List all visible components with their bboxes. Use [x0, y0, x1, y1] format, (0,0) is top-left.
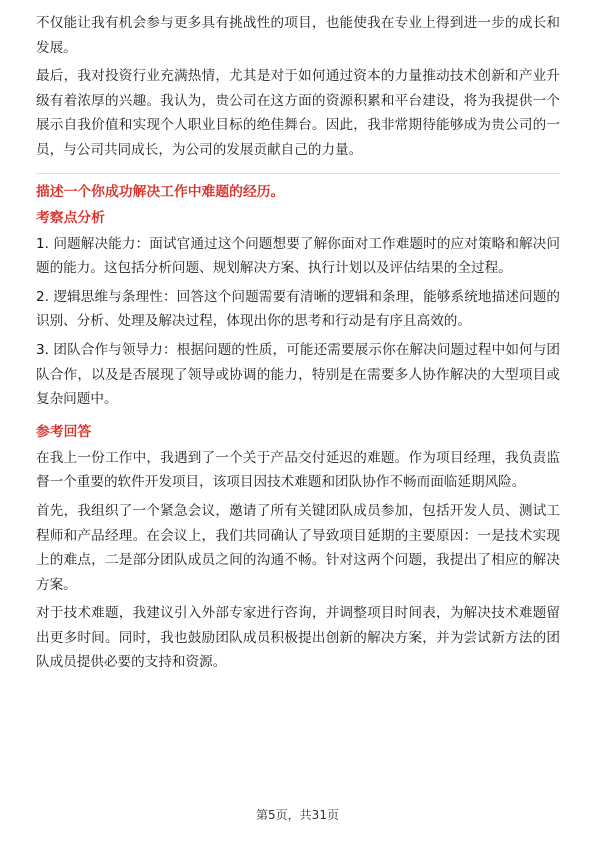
answer-paragraph: 首先，我组织了一个紧急会议，邀请了所有关键团队成员参加，包括开发人员、测试工程师和产品经理。在会议上，我们共同确认了导致项目延期的主要原因：一是技术实现上的难点，二是部分团队成员之间的沟通不畅。针对这两个问题，我提出了相应的解决方案。: [36, 502, 560, 593]
interview-question: 描述一个你成功解决工作中难题的经历。: [36, 183, 285, 200]
analysis-point: 1. 问题解决能力：面试官通过这个问题想要了解你面对工作难题时的应对策略和解决问题的能力。这包括分析问题、规划解决方案、执行计划以及评估结果的全过程。: [36, 235, 560, 277]
analysis-heading: 考察点分析: [36, 209, 105, 226]
analysis-point: 3. 团队合作与领导力：根据问题的性质，可能还需要展示你在解决问题过程中如何与团队合作，以及是否展现了领导或协调的能力，特别是在需要多人协作解决的大型项目或复杂问题中。: [36, 341, 560, 408]
answer-paragraph: 在我上一份工作中，我遇到了一个关于产品交付延迟的难题。作为项目经理，我负责监督一个重要的软件开发项目，该项目因技术难题和团队协作不畅而面临延期风险。: [36, 449, 560, 491]
page-number-footer: 第5页，共31页: [256, 808, 339, 822]
analysis-point: 2. 逻辑思维与条理性：回答这个问题需要有清晰的逻辑和条理，能够系统地描述问题的识别、分析、处理及解决过程，体现出你的思考和行动是有序且高效的。: [36, 288, 560, 330]
section-divider: [36, 173, 560, 174]
document-content: [36, 11, 560, 679]
intro-paragraph: 不仅能让我有机会参与更多具有挑战性的项目，也能使我在专业上得到进一步的成长和发展。: [36, 15, 560, 56]
answer-heading: 参考回答: [36, 423, 92, 440]
answer-paragraph: 对于技术难题，我建议引入外部专家进行咨询，并调整项目时间表，为解决技术难题留出更多时间。同时，我也鼓励团队成员积极提出创新的解决方案，并为尝试新方法的团队成员提供必要的支持和资源。: [36, 605, 560, 671]
intro-paragraph: 最后，我对投资行业充满热情，尤其是对于如何通过资本的力量推动技术创新和产业升级有着浓厚的兴趣。我认为，贵公司在这方面的资源积累和平台建设，将为我提供一个展示自我价值和实现个人职业目标的绝佳舞台。因此，我非常期待能够成为贵公司的一员，与公司共同成长，为公司的发展贡献自己的力量。: [36, 68, 560, 158]
